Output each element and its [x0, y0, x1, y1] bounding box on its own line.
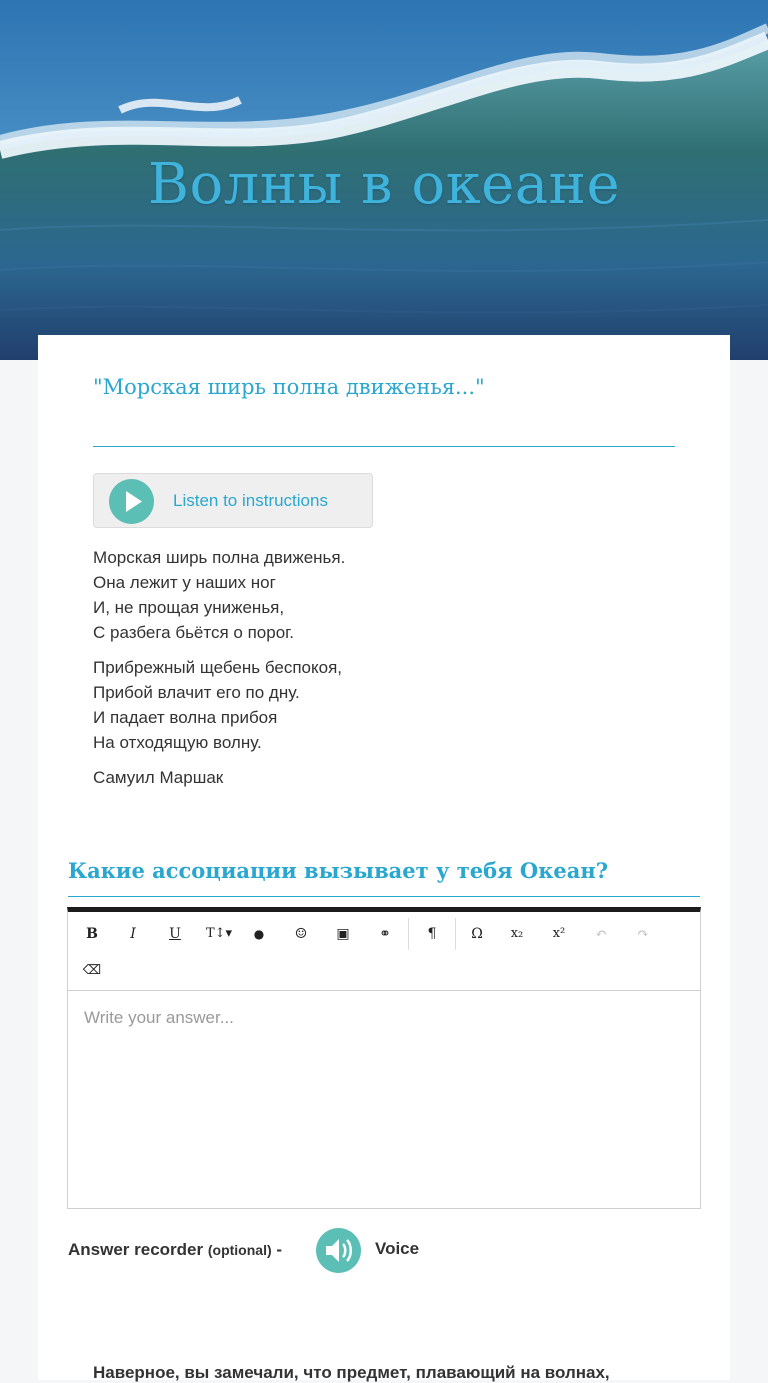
poem-line: И падает волна прибоя [93, 708, 278, 727]
answer-input[interactable] [68, 991, 700, 1209]
poem-stanza [93, 655, 653, 755]
toolbar-separator [408, 918, 409, 950]
undo-button[interactable]: ↶ [595, 926, 607, 942]
poem [93, 545, 653, 800]
text-color-button[interactable]: ● [253, 927, 265, 941]
paragraph-direction-button[interactable]: ¶ [427, 926, 437, 942]
poem-line: Прибой влачит его по дну. [93, 683, 300, 702]
clear-format-button[interactable]: ⌫ [82, 963, 102, 978]
link-button[interactable]: ⚭ [379, 926, 391, 942]
toolbar-separator [455, 918, 456, 950]
recorder-label-text: Answer recorder [68, 1240, 204, 1259]
question-title: Какие ассоциации вызывает у тебя Океан? [68, 858, 609, 883]
poem-line: И, не прощая униженья, [93, 598, 285, 617]
instruction-text: Наверное, вы замечали, что предмет, плавающий на волнах, [93, 1363, 610, 1382]
font-size-button[interactable]: T↕▾ [205, 926, 233, 941]
special-char-button[interactable]: Ω [471, 926, 483, 942]
answer-recorder [68, 1225, 668, 1275]
poem-line: На отходящую волну. [93, 733, 262, 752]
poem-line: Морская ширь полна движенья. [93, 548, 346, 567]
section-title: "Морская ширь полна движенья..." [93, 375, 485, 399]
listen-instructions-button[interactable] [93, 473, 373, 528]
listen-label: Listen to instructions [173, 491, 328, 510]
recorder-optional: (optional) [207, 1242, 272, 1258]
play-icon[interactable] [109, 479, 154, 524]
poem-stanza [93, 545, 653, 645]
page-title: Волны в океане [147, 152, 621, 217]
header-banner [0, 0, 768, 360]
superscript-button[interactable]: x² [552, 926, 566, 941]
content-card [38, 335, 730, 1380]
editor-toolbar [68, 912, 700, 991]
poem-author: Самуил Маршак [93, 768, 224, 787]
speaker-icon[interactable] [316, 1228, 361, 1273]
subscript-button[interactable]: x₂ [510, 926, 524, 941]
italic-button[interactable]: I [130, 926, 136, 942]
recorder-label [68, 1240, 282, 1260]
poem-line: Прибрежный щебень беспокоя, [93, 658, 343, 677]
bold-button[interactable]: B [86, 926, 98, 942]
image-button[interactable]: ▣ [336, 926, 350, 942]
emoji-button[interactable]: ☺ [294, 926, 308, 942]
poem-line: Она лежит у наших ног [93, 573, 276, 592]
recorder-dash: - [271, 1240, 283, 1259]
underline-button[interactable]: U [169, 926, 181, 942]
voice-label[interactable]: Voice [375, 1239, 420, 1258]
question-divider [68, 896, 700, 897]
rich-text-editor [67, 907, 701, 1209]
poem-line: С разбега бьётся о порог. [93, 623, 294, 642]
answer-placeholder: Write your answer... [84, 1008, 234, 1027]
redo-button[interactable]: ↷ [637, 926, 649, 942]
title-divider [93, 446, 675, 447]
